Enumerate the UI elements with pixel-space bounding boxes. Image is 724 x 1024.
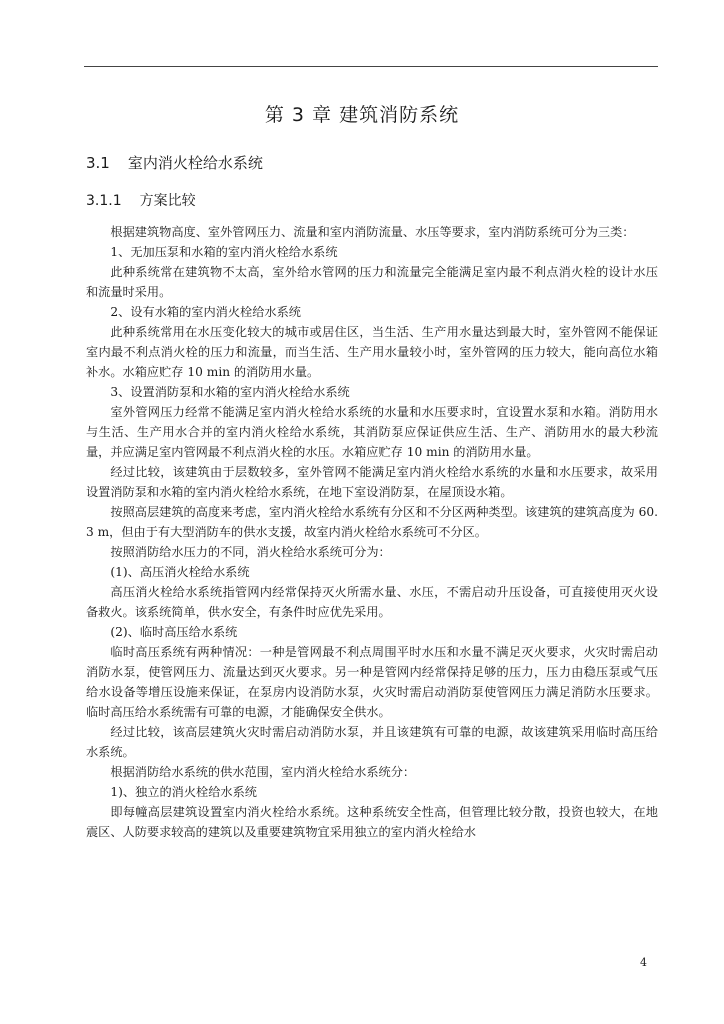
list-heading: 2、设有水箱的室内消火栓给水系统 bbox=[110, 305, 301, 319]
section-number: 3.1 bbox=[86, 154, 110, 172]
paragraph: 高压消火栓给水系统指管网内经常保持灭火所需水量、水压，不需启动升压设备，可直接使用灭火设备救火。该系统简单，供水安全，有条件时应优先采用。 bbox=[86, 585, 658, 619]
paragraph: 临时高压系统有两种情况：一种是管网最不利点周围平时水压和水量不满足灭火要求，火灾时需启动消防水泵，使管网压力、流量达到灭火要求。另一种是管网内经常保持足够的压力，压力由稳压泵或气压给水设备等增压设施来保证，在泵房内设消防水泵，火灾时需启动消防泵使管网压力满足消防水压要求。临时高压给水系统需有可靠的电源，才能确保安全供水。 bbox=[86, 645, 658, 719]
chapter-title: 第 3 章 建筑消防系统 bbox=[264, 104, 460, 126]
paragraph: 室外管网压力经常不能满足室内消火栓给水系统的水量和水压要求时，宜设置水泵和水箱。消防用水与生活、生产用水合并的室内消火栓给水系统，其消防泵应保证供应生活、生产、消防用水的最大秒流量，并应满足室内管网最不利点消火栓的水压。水箱应贮存 10 min 的消防用水量。 bbox=[86, 405, 658, 459]
subsection-number: 3.1.1 bbox=[86, 193, 122, 209]
page-number: 4 bbox=[640, 956, 647, 969]
paragraph: 根据建筑物高度、室外管网压力、流量和室内消防流量、水压等要求，室内消防系统可分为三类： bbox=[110, 225, 635, 239]
paragraph: 此种系统常用在水压变化较大的城市或居住区，当生活、生产用水量达到最大时，室外管网不能保证室内最不利点消火栓的压力和流量，而当生活、生产用水量较小时，室外管网的压力较大，能向高位水箱补水。水箱应贮存 10 min 的消防用水量。 bbox=[86, 325, 658, 379]
subsection-title: 方案比较 bbox=[139, 193, 196, 209]
paragraph: 经过比较，该建筑由于层数较多，室外管网不能满足室内消火栓给水系统的水量和水压要求，故采用设置消防泵和水箱的室内消火栓给水系统，在地下室设消防泵，在屋顶设水箱。 bbox=[86, 465, 658, 499]
subsection-heading bbox=[86, 190, 196, 210]
section-title: 室内消火栓给水系统 bbox=[127, 154, 263, 172]
paragraph: 经过比较，该高层建筑火灾时需启动消防水泵，并且该建筑有可靠的电源，故该建筑采用临时高压给水系统。 bbox=[86, 725, 658, 759]
list-heading: (2)、临时高压给水系统 bbox=[110, 625, 238, 639]
list-heading: (1)、高压消火栓给水系统 bbox=[110, 565, 250, 579]
list-heading: 1、无加压泵和水箱的室内消火栓给水系统 bbox=[110, 245, 338, 259]
section-heading bbox=[86, 152, 263, 173]
paragraph: 按照高层建筑的高度来考虑，室内消火栓给水系统有分区和不分区两种类型。该建筑的建筑高度为 60.3 m，但由于有大型消防车的供水支援，故室内消火栓给水系统可不分区。 bbox=[86, 505, 658, 539]
list-heading: 3、设置消防泵和水箱的室内消火栓给水系统 bbox=[110, 385, 350, 399]
paragraph: 根据消防给水系统的供水范围，室内消火栓给水系统分： bbox=[110, 765, 416, 779]
document-body bbox=[86, 222, 658, 842]
paragraph: 即每幢高层建筑设置室内消火栓给水系统。这种系统安全性高，但管理比较分散，投资也较大，在地震区、人防要求较高的建筑以及重要建筑物宜采用独立的室内消火栓给水 bbox=[86, 805, 658, 839]
paragraph: 此种系统常在建筑物不太高，室外给水管网的压力和流量完全能满足室内最不利点消火栓的设计水压和流量时采用。 bbox=[86, 265, 658, 299]
header-rule bbox=[84, 66, 658, 67]
list-heading: 1)、独立的消火栓给水系统 bbox=[110, 785, 257, 799]
paragraph: 按照消防给水压力的不同，消火栓给水系统可分为： bbox=[110, 545, 391, 559]
